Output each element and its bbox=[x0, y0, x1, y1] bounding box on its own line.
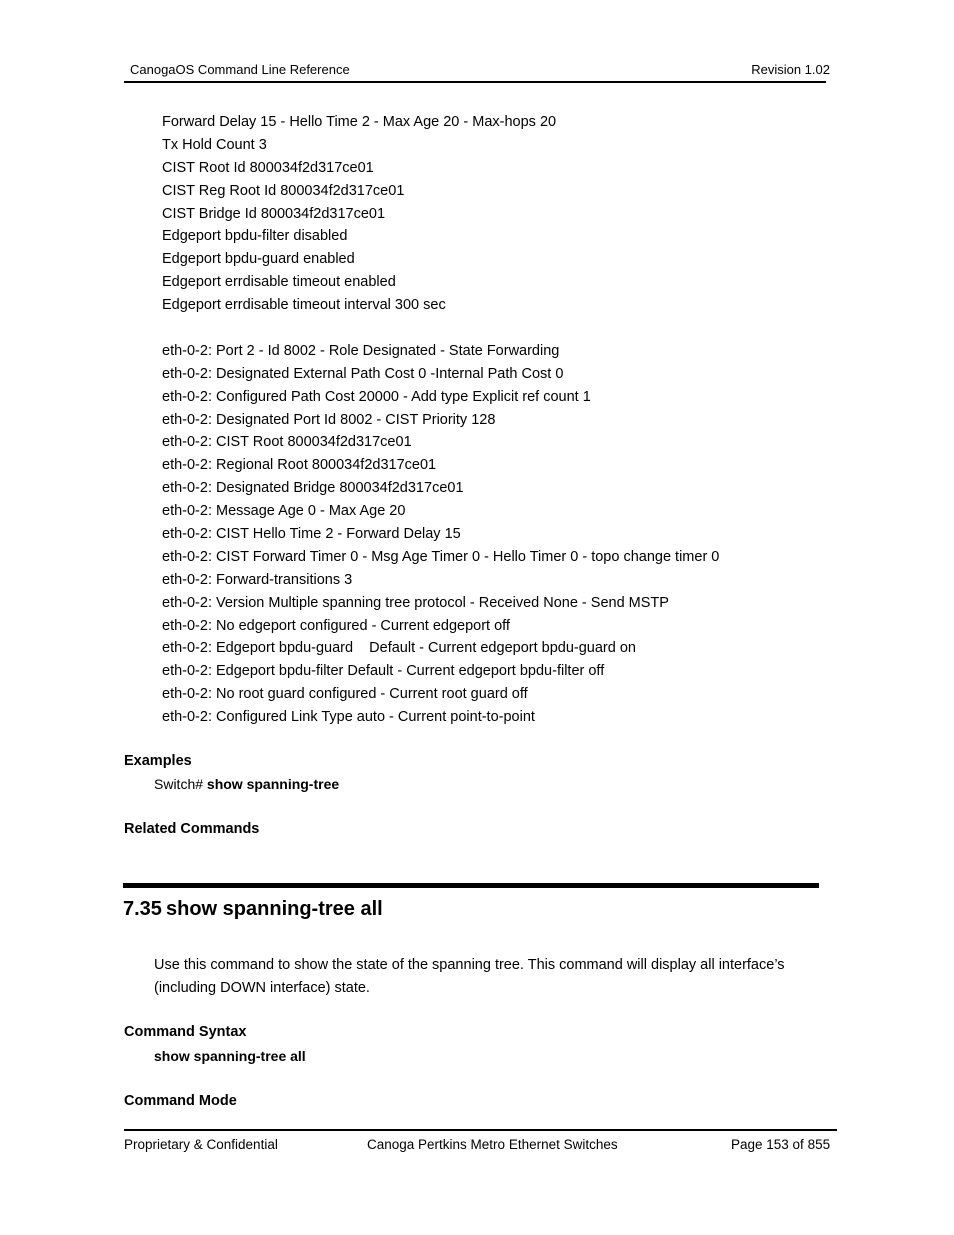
footer-page-number: Page 153 of 855 bbox=[731, 1137, 831, 1152]
example-prompt: Switch# bbox=[154, 776, 204, 792]
output-line: Forward Delay 15 - Hello Time 2 - Max Age 20 - Max-hops 20 bbox=[162, 114, 557, 130]
section-title-text: show spanning-tree all bbox=[166, 898, 383, 920]
command-mode-heading: Command Mode bbox=[124, 1093, 237, 1109]
output-line: Tx Hold Count 3 bbox=[162, 136, 267, 153]
output-line bbox=[162, 317, 719, 340]
output-line: eth-0-2: Designated Bridge 800034f2d317ce01 bbox=[162, 480, 464, 497]
output-line: CIST Reg Root Id 800034f2d317ce01 bbox=[162, 182, 405, 199]
output-line: eth-0-2: Message Age 0 - Max Age 20 bbox=[162, 503, 406, 520]
example-command bbox=[154, 776, 339, 792]
output-line: eth-0-2: CIST Forward Timer 0 - Msg Age Timer 0 - Hello Timer 0 - topo change timer 0 bbox=[162, 548, 720, 565]
output-line: eth-0-2: Designated Port Id 8002 - CIST Priority 128 bbox=[162, 411, 496, 428]
output-line: eth-0-2: Version Multiple spanning tree protocol - Received None - Send MSTP bbox=[162, 594, 669, 611]
footer-divider bbox=[124, 1129, 837, 1131]
output-line: eth-0-2: No root guard configured - Current root guard off bbox=[162, 686, 528, 703]
output-line: CIST Bridge Id 800034f2d317ce01 bbox=[162, 205, 386, 222]
section-number: 7.35 bbox=[123, 898, 162, 920]
output-line: eth-0-2: No edgeport configured - Current edgeport off bbox=[162, 617, 510, 634]
header-revision: Revision 1.02 bbox=[751, 62, 830, 77]
example-command-text: show spanning-tree bbox=[206, 776, 340, 792]
output-line: Edgeport errdisable timeout interval 300 sec bbox=[162, 297, 446, 314]
footer-product: Canoga Pertkins Metro Ethernet Switches bbox=[367, 1137, 618, 1152]
header-title: CanogaOS Command Line Reference bbox=[130, 62, 350, 77]
related-commands-heading: Related Commands bbox=[124, 821, 260, 837]
footer-confidential: Proprietary & Confidential bbox=[124, 1137, 278, 1152]
output-line: eth-0-2: Regional Root 800034f2d317ce01 bbox=[162, 457, 437, 474]
output-line: eth-0-2: Forward-transitions 3 bbox=[162, 571, 353, 588]
output-line: Edgeport errdisable timeout enabled bbox=[162, 274, 396, 291]
command-syntax: show spanning-tree all bbox=[154, 1048, 306, 1064]
examples-heading: Examples bbox=[124, 753, 192, 769]
output-line: eth-0-2: Port 2 - Id 8002 - Role Designated - State Forwarding bbox=[162, 342, 560, 359]
output-line: eth-0-2: Designated External Path Cost 0 -Internal Path Cost 0 bbox=[162, 365, 564, 382]
header-divider bbox=[124, 81, 826, 83]
output-line: eth-0-2: Configured Path Cost 20000 - Add type Explicit ref count 1 bbox=[162, 388, 591, 405]
output-line: eth-0-2: CIST Root 800034f2d317ce01 bbox=[162, 434, 412, 451]
output-line: eth-0-2: Configured Link Type auto - Current point-to-point bbox=[162, 709, 535, 726]
section-description: Use this command to show the state of the spanning tree. This command will display all interface’s (including DOWN interface) state. bbox=[154, 957, 785, 996]
output-line: Edgeport bpdu-guard enabled bbox=[162, 251, 355, 268]
output-line: Edgeport bpdu-filter disabled bbox=[162, 228, 348, 245]
output-line: CIST Root Id 800034f2d317ce01 bbox=[162, 159, 374, 176]
output-line: eth-0-2: Edgeport bpdu-guard Default - Current edgeport bpdu-guard on bbox=[162, 640, 636, 657]
command-output bbox=[162, 111, 719, 729]
section-divider bbox=[123, 883, 819, 888]
output-line: eth-0-2: Edgeport bpdu-filter Default - Current edgeport bpdu-filter off bbox=[162, 663, 605, 680]
command-syntax-heading: Command Syntax bbox=[124, 1024, 247, 1040]
output-line: eth-0-2: CIST Hello Time 2 - Forward Delay 15 bbox=[162, 526, 461, 543]
section-title bbox=[123, 898, 383, 921]
